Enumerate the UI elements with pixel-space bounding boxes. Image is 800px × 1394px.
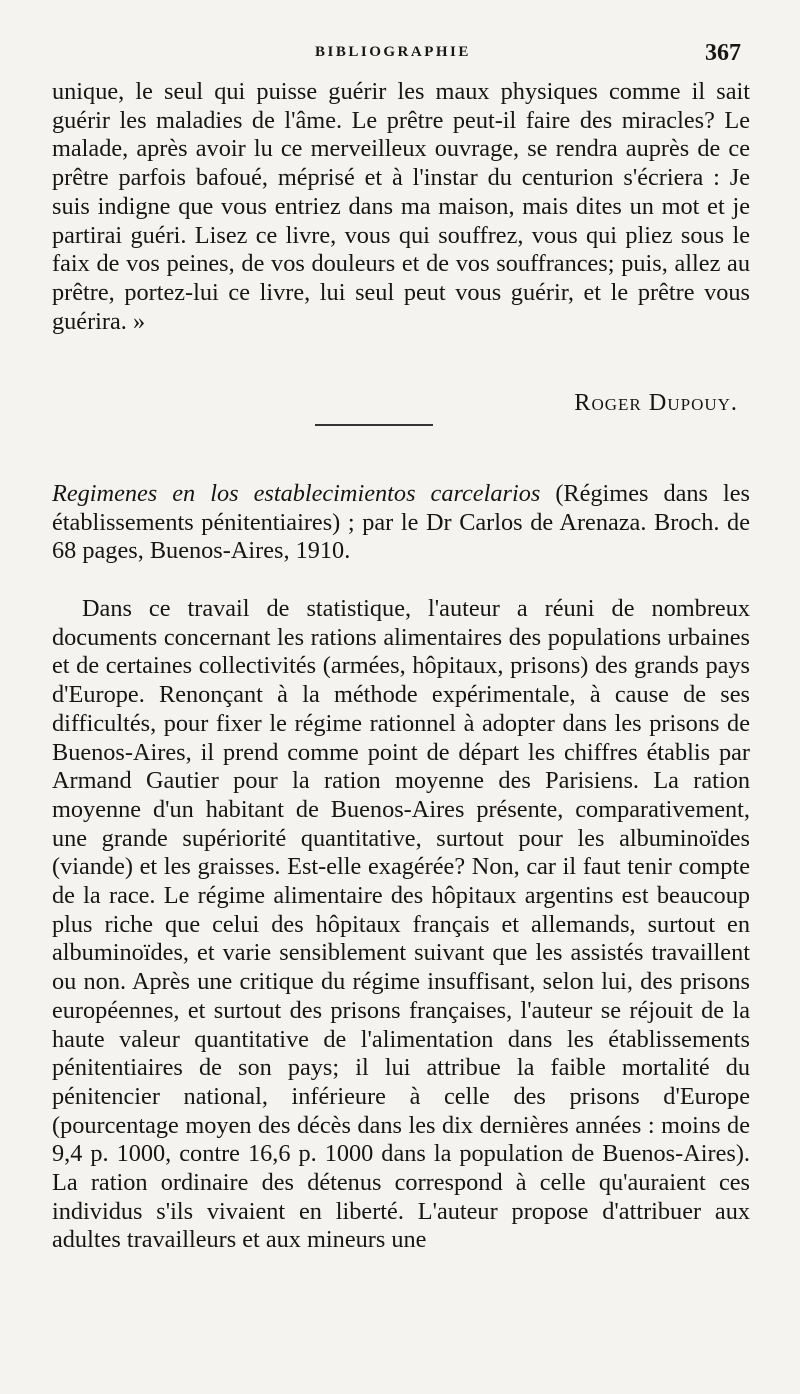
review-signature: Roger Dupouy.: [574, 389, 738, 416]
book-citation: [52, 480, 750, 566]
running-head: BIBLIOGRAPHIE: [315, 44, 471, 60]
page-number: 367: [705, 40, 741, 66]
review-continuation-last-line: guérira. »: [52, 307, 146, 335]
book-title: Regimenes en los establecimientos carcelarios: [52, 480, 541, 507]
review-body: Dans ce travail de statistique, l'auteur a réuni de nombreux documents concernant les rations alimentaires des populations urbaines et de certaines collectivités (armées, hôpitaux, prisons) des grands pays d'Europe. Renonçant à la méthode expérimentale, à cause de ses difficultés, pour fixer le régime rationnel à adopter dans les prisons de Buenos-Aires, il prend comme point de départ les chiffres établis par Armand Gautier pour la ration moyenne des Parisiens. La ration moyenne d'un habitant de Buenos-Aires présente, comparativement, une grande supériorité quantitative, surtout pour les albuminoïdes (viande) et les graisses. Est-elle exagérée? Non, car il faut tenir compte de la race. Le régime alimentaire des hôpitaux argentins est beaucoup plus riche que celui des hôpitaux français et allemands, surtout en albuminoïdes, et varie sensiblement suivant que les assistés travaillent ou non. Après une critique du régime insuffisant, selon lui, des prisons européennes, et surtout des prisons françaises, l'auteur se réjouit de la haute valeur quantitative de l'alimentation dans les établissements pénitentiaires de son pays; il lui attribue la faible mortalité du pénitencier national, inférieure à celle des prisons d'Europe (pourcentage moyen des décès dans les dix dernières années : moins de 9,4 p. 1000, contre 16,6 p. 1000 dans la population de Buenos-Aires). La ration ordinaire des détenus correspond à celle qu'auraient ces individus s'ils vivaient en liberté. L'auteur propose d'attribuer aux adultes travailleurs et aux mineurs une: [52, 595, 750, 1254]
section-divider: [315, 424, 433, 426]
book-citation-details: (Régimes dans les établissements pénitentiaires) ; par le Dr Carlos de Arenaza. Broch. de 68 pages, Buenos-Aires, 1910.: [52, 480, 751, 565]
review-continuation-text: unique, le seul qui puisse guérir les maux physiques comme il sait guérir les maladies de l'âme. Le prêtre peut-il faire des miracles? Le malade, après avoir lu ce merveilleux ouvrage, se rendra auprès de ce prêtre parfois bafoué, méprisé et à l'instar du centurion s'écriera : Je suis indigne que vous entriez dans ma maison, mais dites un mot et je partirai guéri. Lisez ce livre, vous qui souffrez, vous qui pliez sous le faix de vos peines, de vos douleurs et de vos souffrances; puis, allez au prêtre, portez-lui ce livre, lui seul peut vous guérir, et le prêtre vous: [52, 78, 750, 306]
review-continuation: [52, 78, 750, 336]
